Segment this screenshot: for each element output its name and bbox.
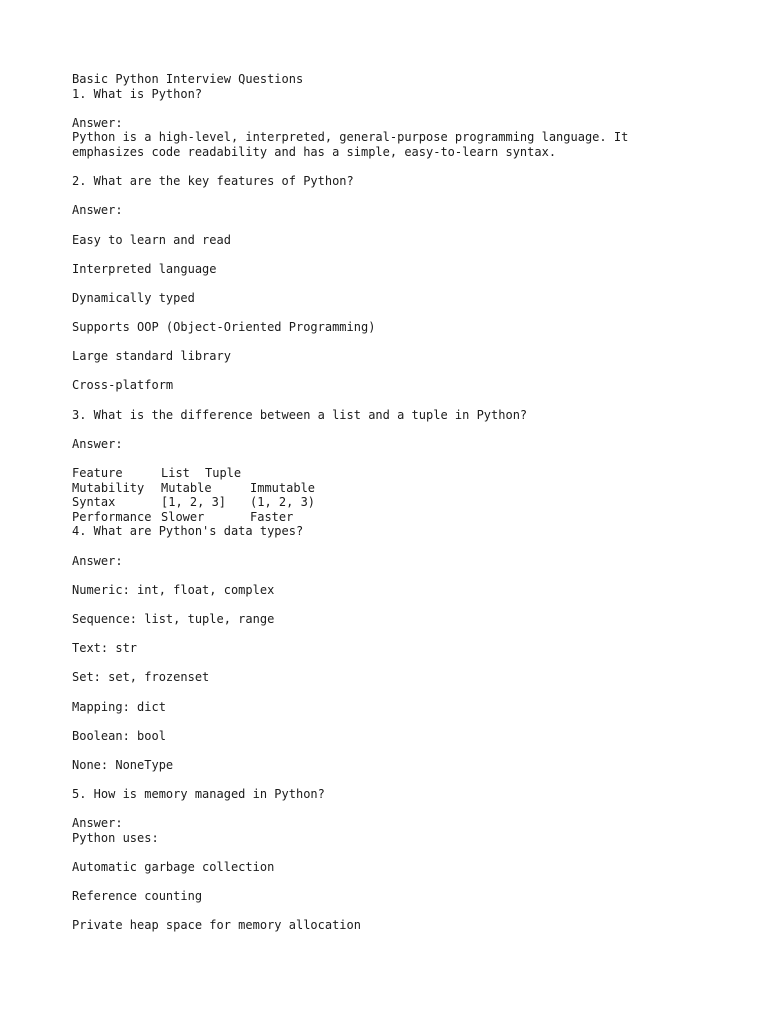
list-item: Text: str <box>72 641 138 656</box>
answer-label-3: Answer: <box>72 436 123 451</box>
spacer <box>72 568 712 583</box>
answer-label-2: Answer: <box>72 203 123 218</box>
table-row <box>72 495 712 510</box>
table-row <box>72 481 712 496</box>
list-item: Reference counting <box>72 889 203 904</box>
spacer <box>72 597 712 612</box>
table-cell: Mutability <box>72 480 145 495</box>
answer-label-1: Answer: <box>72 115 123 130</box>
spacer <box>72 773 712 788</box>
question-3: 3. What is the difference between a list and a tuple in Python? <box>72 407 528 422</box>
spacer <box>72 160 712 175</box>
question-2: 2. What are the key features of Python? <box>72 174 354 189</box>
list-item: Sequence: list, tuple, range <box>72 611 275 626</box>
list-item: Mapping: dict <box>72 699 166 714</box>
spacer <box>72 276 712 291</box>
spacer <box>72 306 712 321</box>
spacer <box>72 656 712 671</box>
answer-label-5: Answer: <box>72 816 123 831</box>
answer-1-line-2: emphasizes code readability and has a simple, easy-to-learn syntax. <box>72 144 557 159</box>
question-5: 5. How is memory managed in Python? <box>72 787 325 802</box>
spacer <box>72 451 712 466</box>
list-item: None: NoneType <box>72 757 174 772</box>
answer-1-line-1: Python is a high-level, interpreted, general-purpose programming language. It <box>72 130 629 145</box>
spacer <box>72 364 712 379</box>
table-cell: Syntax <box>72 495 116 510</box>
list-item: Interpreted language <box>72 261 217 276</box>
table-cell: Mutable <box>161 480 212 495</box>
spacer <box>72 335 712 350</box>
list-item: Supports OOP (Object-Oriented Programming) <box>72 320 376 335</box>
spacer <box>72 422 712 437</box>
table-header-cell: List <box>161 466 190 481</box>
list-item: Automatic garbage collection <box>72 860 275 875</box>
spacer <box>72 904 712 919</box>
table-header-row <box>72 466 712 481</box>
spacer <box>72 393 712 408</box>
table-cell: Slower <box>161 509 205 524</box>
list-item: Numeric: int, float, complex <box>72 582 275 597</box>
table-cell: Performance <box>72 509 152 524</box>
table-row <box>72 510 712 525</box>
table-cell: [1, 2, 3] <box>161 495 227 510</box>
document-title: Basic Python Interview Questions <box>72 72 304 86</box>
spacer <box>72 101 712 116</box>
answer-label-4: Answer: <box>72 553 123 568</box>
list-item: Cross-platform <box>72 378 174 393</box>
spacer <box>72 845 712 860</box>
list-item: Large standard library <box>72 349 231 364</box>
answer-5-intro: Python uses: <box>72 830 159 845</box>
list-item: Private heap space for memory allocation <box>72 918 361 933</box>
spacer <box>72 189 712 204</box>
spacer <box>72 539 712 554</box>
comparison-table <box>72 466 712 524</box>
list-item: Dynamically typed <box>72 290 195 305</box>
spacer <box>72 627 712 642</box>
table-header-cell: Feature <box>72 466 123 481</box>
spacer <box>72 714 712 729</box>
spacer <box>72 218 712 233</box>
spacer <box>72 685 712 700</box>
spacer <box>72 802 712 817</box>
spacer <box>72 875 712 890</box>
question-4: 4. What are Python's data types? <box>72 524 304 539</box>
list-item: Boolean: bool <box>72 728 166 743</box>
list-item: Set: set, frozenset <box>72 670 210 685</box>
list-item: Easy to learn and read <box>72 232 231 247</box>
table-cell: Faster <box>250 509 294 524</box>
spacer <box>72 247 712 262</box>
table-cell: Immutable <box>250 480 316 495</box>
question-1: 1. What is Python? <box>72 86 203 101</box>
document-page <box>72 72 712 933</box>
table-header-cell: Tuple <box>205 466 242 481</box>
table-cell: (1, 2, 3) <box>250 495 316 510</box>
spacer <box>72 743 712 758</box>
